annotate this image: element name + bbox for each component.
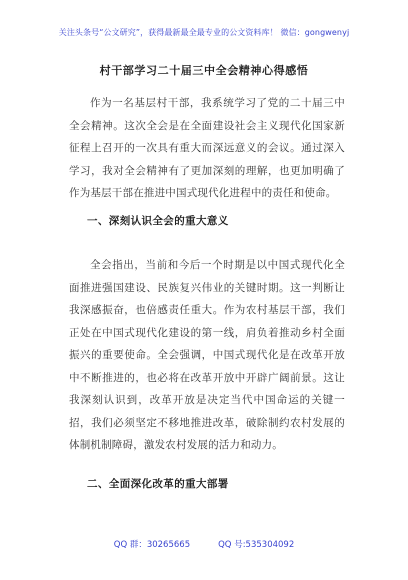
- header-promo-text: 关注头条号“公文研究”，获得最新最全最专业的公文资料库！ 微信：gongwenyj: [58, 28, 350, 37]
- section-heading-reform: 二、全面深化改革的重大部署: [87, 478, 229, 490]
- section-heading-significance: 一、深刻认识全会的重大意义: [87, 215, 229, 227]
- paragraph-text: 全会指出，当前和今后一个时期是以中国式现代化全面推进强国建设、民族复兴伟业的关键时期。这一判断让我深感振奋，也倍感责任重大。作为农村基层干部，我们正处在中国式现代化建设的第一线，肩负着推动乡村全面振兴的重要使命。全会强调，中国式现代化是在改革开放中不断推进的，也必将在改革开放中开辟广阔前景。这让我深刻认识到，改革开放是决定当代中国命运的关键一招，我们必须坚定不移地推进改革，破除制约农村发展的体制机制障碍，激发农村发展的活力和动力。: [69, 259, 345, 451]
- body-paragraph-significance: [69, 254, 345, 457]
- paragraph-text: 作为一名基层村干部，我系统学习了党的二十届三中全会精神。这次全会是在全面建设社会主义现代化国家新征程上召开的一次具有重大而深远意义的会议。通过深入学习，我对全会精神有了更加深刻的理解，也更加明确了作为基层干部在推进中国式现代化进程中的责任和使命。: [69, 97, 345, 199]
- footer-qq-number: QQ 号:535304092: [218, 540, 295, 550]
- body-paragraph-intro: [69, 92, 345, 205]
- footer-qq-group: QQ 群：30265665: [113, 540, 191, 550]
- footer-contact: [0, 538, 408, 550]
- document-title: 村干部学习二十届三中全会精神心得感悟: [99, 64, 309, 77]
